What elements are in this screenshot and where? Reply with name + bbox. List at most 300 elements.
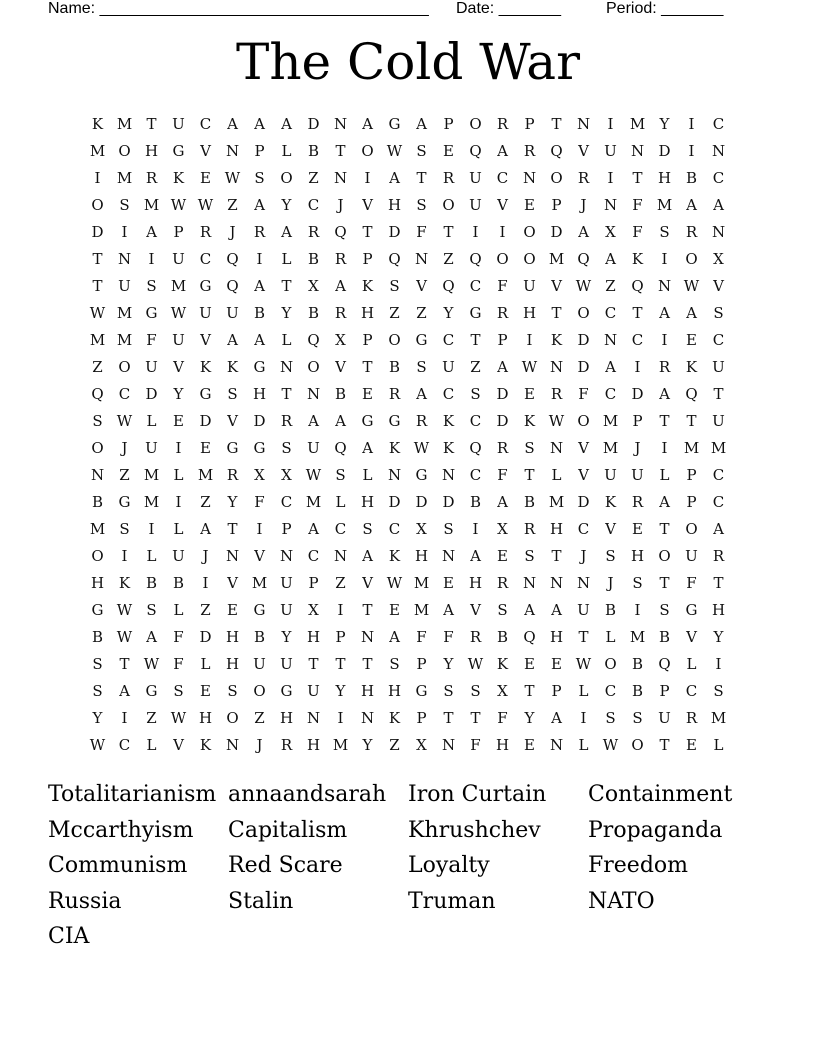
- grid-letter: Q: [388, 250, 401, 268]
- grid-letter: N: [522, 574, 537, 592]
- word-list-item: Stalin: [228, 888, 294, 914]
- grid-letter: S: [335, 466, 346, 484]
- grid-letter: M: [710, 709, 727, 727]
- grid-letter: O: [658, 547, 671, 565]
- grid-letter: Y: [659, 115, 670, 133]
- grid-letter: S: [632, 574, 643, 592]
- grid-letter: S: [173, 682, 184, 700]
- grid-letter: X: [713, 250, 724, 268]
- word-list-item: annaandsarah: [228, 782, 387, 807]
- grid-letter: L: [551, 466, 562, 484]
- name-field[interactable]: Name: _____________________________________: [48, 0, 429, 17]
- grid-row: [84, 138, 732, 165]
- grid-letter: A: [686, 196, 697, 214]
- grid-letter: O: [631, 736, 644, 754]
- grid-letter: E: [200, 169, 211, 187]
- grid-letter: T: [308, 655, 319, 673]
- grid-row: [84, 462, 732, 489]
- grid-letter: D: [415, 493, 428, 511]
- grid-letter: C: [118, 736, 131, 754]
- grid-letter: E: [524, 655, 535, 673]
- word-list-item: Russia: [48, 888, 122, 914]
- grid-letter: E: [200, 682, 211, 700]
- grid-letter: A: [254, 331, 265, 349]
- grid-letter: Z: [335, 574, 346, 592]
- grid-letter: L: [335, 493, 346, 511]
- grid-letter: O: [496, 250, 509, 268]
- grid-letter: H: [144, 142, 159, 160]
- period-field[interactable]: Period: _______: [606, 0, 724, 17]
- grid-letter: S: [659, 601, 670, 619]
- grid-letter: N: [360, 709, 375, 727]
- grid-letter: V: [254, 547, 265, 565]
- grid-letter: H: [657, 169, 672, 187]
- grid-letter: J: [202, 547, 209, 565]
- grid-letter: H: [414, 547, 429, 565]
- grid-letter: O: [577, 304, 590, 322]
- grid-letter: V: [200, 142, 211, 160]
- grid-letter: T: [443, 709, 454, 727]
- grid-letter: F: [254, 493, 265, 511]
- word-list-item: Red Scare: [228, 853, 343, 879]
- grid-letter: S: [605, 709, 616, 727]
- grid-letter: C: [712, 493, 725, 511]
- grid-letter: X: [308, 277, 319, 295]
- grid-letter: M: [143, 196, 160, 214]
- grid-letter: U: [280, 655, 293, 673]
- grid-letter: D: [307, 115, 320, 133]
- grid-letter: A: [497, 358, 508, 376]
- grid-letter: Z: [605, 277, 616, 295]
- grid-letter: O: [388, 331, 401, 349]
- grid-letter: Q: [469, 142, 482, 160]
- grid-letter: N: [387, 466, 402, 484]
- grid-letter: D: [442, 493, 455, 511]
- grid-letter: G: [145, 682, 158, 700]
- grid-row: [84, 381, 732, 408]
- grid-letter: T: [443, 223, 454, 241]
- grid-letter: S: [470, 682, 481, 700]
- grid-row: [84, 543, 732, 570]
- grid-letter: H: [360, 304, 375, 322]
- grid-letter: A: [335, 277, 346, 295]
- grid-letter: C: [712, 331, 725, 349]
- student-info-header: [48, 0, 748, 18]
- grid-letter: A: [227, 115, 238, 133]
- grid-letter: W: [89, 304, 106, 322]
- grid-letter: Z: [119, 466, 130, 484]
- grid-letter: A: [605, 250, 616, 268]
- grid-letter: E: [551, 655, 562, 673]
- grid-letter: W: [467, 655, 484, 673]
- grid-letter: H: [495, 736, 510, 754]
- grid-letter: E: [389, 601, 400, 619]
- grid-letter: Q: [226, 277, 239, 295]
- grid-letter: V: [578, 466, 589, 484]
- grid-letter: D: [577, 358, 590, 376]
- grid-letter: N: [630, 142, 645, 160]
- grid-letter: G: [685, 601, 698, 619]
- grid-letter: F: [632, 223, 643, 241]
- grid-letter: D: [550, 223, 563, 241]
- grid-letter: L: [578, 736, 589, 754]
- grid-letter: Y: [281, 196, 292, 214]
- grid-letter: I: [472, 520, 479, 538]
- word-list-item: Khrushchev: [408, 817, 541, 843]
- grid-letter: X: [497, 682, 508, 700]
- grid-letter: A: [389, 628, 400, 646]
- grid-letter: V: [227, 412, 238, 430]
- grid-letter: C: [496, 169, 509, 187]
- grid-letter: S: [92, 655, 103, 673]
- grid-letter: R: [415, 412, 428, 430]
- grid-letter: H: [225, 655, 240, 673]
- grid-letter: I: [580, 709, 587, 727]
- grid-letter: Q: [91, 385, 104, 403]
- grid-letter: T: [578, 628, 589, 646]
- grid-letter: C: [199, 115, 212, 133]
- grid-letter: T: [659, 736, 670, 754]
- grid-letter: W: [224, 169, 241, 187]
- grid-letter: N: [711, 142, 726, 160]
- grid-letter: X: [281, 466, 292, 484]
- grid-letter: R: [658, 358, 671, 376]
- grid-letter: M: [305, 493, 322, 511]
- grid-letter: B: [496, 628, 509, 646]
- grid-letter: A: [119, 682, 130, 700]
- grid-row: [84, 516, 732, 543]
- grid-letter: F: [146, 331, 157, 349]
- grid-letter: B: [307, 250, 320, 268]
- grid-letter: D: [577, 493, 590, 511]
- grid-letter: K: [226, 358, 239, 376]
- grid-letter: W: [116, 412, 133, 430]
- grid-letter: O: [442, 196, 455, 214]
- grid-letter: P: [443, 115, 454, 133]
- grid-letter: U: [712, 412, 725, 430]
- grid-letter: N: [549, 736, 564, 754]
- grid-letter: Q: [685, 385, 698, 403]
- grid-letter: N: [576, 574, 591, 592]
- grid-letter: H: [630, 547, 645, 565]
- grid-letter: G: [172, 142, 185, 160]
- grid-letter: N: [576, 115, 591, 133]
- grid-letter: O: [118, 142, 131, 160]
- grid-letter: Q: [658, 655, 671, 673]
- grid-letter: N: [603, 331, 618, 349]
- grid-letter: T: [362, 223, 373, 241]
- grid-letter: K: [361, 277, 374, 295]
- grid-letter: H: [360, 682, 375, 700]
- grid-letter: D: [199, 412, 212, 430]
- grid-letter: A: [470, 547, 481, 565]
- grid-letter: R: [496, 439, 509, 457]
- grid-letter: A: [686, 304, 697, 322]
- grid-letter: U: [118, 277, 131, 295]
- grid-letter: I: [688, 142, 695, 160]
- grid-letter: M: [89, 520, 106, 538]
- grid-letter: B: [253, 304, 266, 322]
- grid-letter: I: [661, 331, 668, 349]
- grid-letter: G: [280, 682, 293, 700]
- grid-letter: K: [442, 412, 455, 430]
- word-list-item: Iron Curtain: [408, 782, 547, 807]
- grid-letter: E: [227, 601, 238, 619]
- grid-letter: G: [118, 493, 131, 511]
- grid-letter: U: [226, 304, 239, 322]
- word-list-item: Totalitarianism: [48, 782, 217, 807]
- grid-letter: U: [523, 277, 536, 295]
- grid-letter: X: [254, 466, 265, 484]
- grid-row: [84, 300, 732, 327]
- grid-letter: I: [148, 520, 155, 538]
- grid-letter: A: [605, 358, 616, 376]
- grid-letter: C: [388, 520, 401, 538]
- grid-letter: I: [607, 115, 614, 133]
- grid-letter: N: [333, 115, 348, 133]
- grid-letter: C: [442, 385, 455, 403]
- grid-letter: D: [577, 331, 590, 349]
- grid-letter: Y: [443, 304, 454, 322]
- grid-letter: A: [146, 223, 157, 241]
- grid-letter: B: [631, 655, 644, 673]
- grid-letter: R: [334, 304, 347, 322]
- grid-letter: S: [119, 196, 130, 214]
- grid-letter: E: [173, 412, 184, 430]
- grid-letter: S: [605, 547, 616, 565]
- grid-letter: U: [280, 601, 293, 619]
- grid-letter: T: [470, 709, 481, 727]
- grid-row: [84, 192, 732, 219]
- grid-letter: J: [580, 547, 587, 565]
- grid-letter: D: [253, 412, 266, 430]
- grid-row: [84, 624, 732, 651]
- grid-letter: W: [575, 655, 592, 673]
- grid-row: [84, 246, 732, 273]
- grid-letter: L: [578, 682, 589, 700]
- date-field[interactable]: Date: _______: [456, 0, 561, 17]
- grid-letter: T: [335, 142, 346, 160]
- grid-letter: S: [632, 709, 643, 727]
- grid-letter: G: [415, 682, 428, 700]
- grid-letter: O: [604, 655, 617, 673]
- grid-letter: A: [713, 196, 724, 214]
- grid-letter: Y: [173, 385, 184, 403]
- grid-letter: R: [226, 466, 239, 484]
- grid-letter: A: [308, 412, 319, 430]
- grid-letter: G: [253, 358, 266, 376]
- grid-letter: B: [604, 601, 617, 619]
- grid-letter: I: [688, 115, 695, 133]
- word-list-item: Communism: [48, 853, 188, 879]
- grid-letter: R: [523, 142, 536, 160]
- grid-letter: L: [605, 628, 616, 646]
- grid-letter: O: [307, 358, 320, 376]
- grid-letter: U: [469, 196, 482, 214]
- grid-letter: M: [683, 439, 700, 457]
- grid-letter: G: [388, 115, 401, 133]
- grid-letter: G: [415, 466, 428, 484]
- grid-letter: R: [280, 736, 293, 754]
- grid-letter: I: [715, 655, 722, 673]
- grid-letter: T: [281, 277, 292, 295]
- grid-letter: H: [306, 736, 321, 754]
- grid-letter: P: [362, 250, 373, 268]
- grid-letter: U: [442, 358, 455, 376]
- grid-letter: B: [523, 493, 536, 511]
- grid-letter: P: [497, 331, 508, 349]
- grid-letter: K: [199, 358, 212, 376]
- grid-letter: D: [388, 223, 401, 241]
- grid-letter: R: [442, 169, 455, 187]
- grid-letter: N: [360, 628, 375, 646]
- grid-letter: M: [116, 331, 133, 349]
- grid-letter: Y: [443, 655, 454, 673]
- grid-row: [84, 354, 732, 381]
- grid-letter: C: [631, 331, 644, 349]
- grid-letter: N: [225, 736, 240, 754]
- grid-letter: L: [659, 466, 670, 484]
- grid-letter: P: [173, 223, 184, 241]
- grid-letter: A: [416, 385, 427, 403]
- grid-letter: I: [634, 358, 641, 376]
- grid-letter: H: [90, 574, 105, 592]
- grid-letter: W: [170, 196, 187, 214]
- grid-letter: A: [335, 412, 346, 430]
- grid-letter: G: [145, 304, 158, 322]
- grid-letter: O: [253, 682, 266, 700]
- grid-letter: W: [683, 277, 700, 295]
- page-title: The Cold War: [235, 33, 581, 91]
- grid-letter: B: [307, 304, 320, 322]
- grid-letter: K: [172, 169, 185, 187]
- grid-letter: L: [173, 466, 184, 484]
- grid-letter: Y: [227, 493, 238, 511]
- word-search-grid: [84, 111, 732, 759]
- grid-letter: N: [225, 142, 240, 160]
- grid-letter: S: [713, 682, 724, 700]
- grid-letter: L: [200, 655, 211, 673]
- grid-letter: F: [578, 385, 589, 403]
- grid-letter: W: [143, 655, 160, 673]
- grid-letter: N: [306, 385, 321, 403]
- grid-letter: K: [91, 115, 104, 133]
- grid-letter: Z: [416, 304, 427, 322]
- grid-letter: E: [686, 736, 697, 754]
- grid-letter: H: [387, 682, 402, 700]
- grid-letter: N: [441, 466, 456, 484]
- grid-letter: C: [577, 520, 590, 538]
- grid-letter: P: [416, 709, 427, 727]
- grid-letter: O: [523, 223, 536, 241]
- grid-letter: K: [631, 250, 644, 268]
- grid-letter: M: [629, 628, 646, 646]
- grid-letter: H: [711, 601, 726, 619]
- grid-letter: L: [146, 736, 157, 754]
- grid-letter: U: [631, 466, 644, 484]
- grid-letter: R: [550, 385, 563, 403]
- grid-letter: R: [496, 574, 509, 592]
- grid-letter: K: [199, 736, 212, 754]
- grid-letter: H: [549, 520, 564, 538]
- grid-letter: L: [146, 412, 157, 430]
- grid-letter: P: [659, 682, 670, 700]
- grid-letter: S: [281, 439, 292, 457]
- grid-letter: J: [229, 223, 236, 241]
- grid-letter: C: [280, 493, 293, 511]
- grid-letter: N: [441, 736, 456, 754]
- grid-letter: S: [443, 520, 454, 538]
- grid-letter: Z: [254, 709, 265, 727]
- grid-letter: D: [631, 385, 644, 403]
- grid-letter: D: [658, 142, 671, 160]
- grid-letter: W: [413, 439, 430, 457]
- grid-letter: R: [496, 115, 509, 133]
- grid-letter: R: [496, 304, 509, 322]
- grid-letter: M: [413, 601, 430, 619]
- grid-row: [84, 111, 732, 138]
- grid-letter: S: [497, 601, 508, 619]
- grid-row: [84, 165, 732, 192]
- grid-letter: E: [524, 196, 535, 214]
- grid-letter: P: [686, 466, 697, 484]
- grid-letter: K: [388, 709, 401, 727]
- grid-letter: R: [685, 709, 698, 727]
- grid-letter: K: [118, 574, 131, 592]
- grid-letter: C: [712, 115, 725, 133]
- grid-letter: Q: [631, 277, 644, 295]
- grid-letter: H: [360, 493, 375, 511]
- grid-letter: X: [497, 520, 508, 538]
- grid-letter: X: [308, 601, 319, 619]
- grid-letter: G: [361, 412, 374, 430]
- grid-letter: D: [388, 493, 401, 511]
- grid-letter: Q: [442, 277, 455, 295]
- grid-letter: C: [685, 682, 698, 700]
- grid-letter: Z: [389, 304, 400, 322]
- grid-row: [84, 705, 732, 732]
- grid-letter: F: [632, 196, 643, 214]
- grid-letter: N: [90, 466, 105, 484]
- grid-letter: C: [712, 466, 725, 484]
- grid-letter: T: [659, 574, 670, 592]
- grid-letter: D: [199, 628, 212, 646]
- grid-letter: M: [170, 277, 187, 295]
- grid-letter: E: [686, 331, 697, 349]
- grid-letter: T: [551, 115, 562, 133]
- grid-letter: K: [388, 547, 401, 565]
- grid-letter: K: [523, 412, 536, 430]
- grid-letter: F: [497, 466, 508, 484]
- grid-letter: I: [256, 250, 263, 268]
- grid-letter: O: [280, 169, 293, 187]
- grid-letter: T: [524, 682, 535, 700]
- grid-letter: Y: [524, 709, 535, 727]
- grid-letter: S: [119, 520, 130, 538]
- grid-letter: A: [281, 223, 292, 241]
- grid-letter: T: [632, 304, 643, 322]
- word-list-item: Capitalism: [228, 817, 348, 843]
- grid-letter: W: [116, 601, 133, 619]
- grid-letter: P: [686, 493, 697, 511]
- grid-letter: U: [253, 655, 266, 673]
- grid-letter: I: [121, 709, 128, 727]
- grid-letter: K: [685, 358, 698, 376]
- grid-letter: O: [226, 709, 239, 727]
- grid-letter: S: [470, 385, 481, 403]
- grid-letter: C: [442, 331, 455, 349]
- grid-letter: W: [602, 736, 619, 754]
